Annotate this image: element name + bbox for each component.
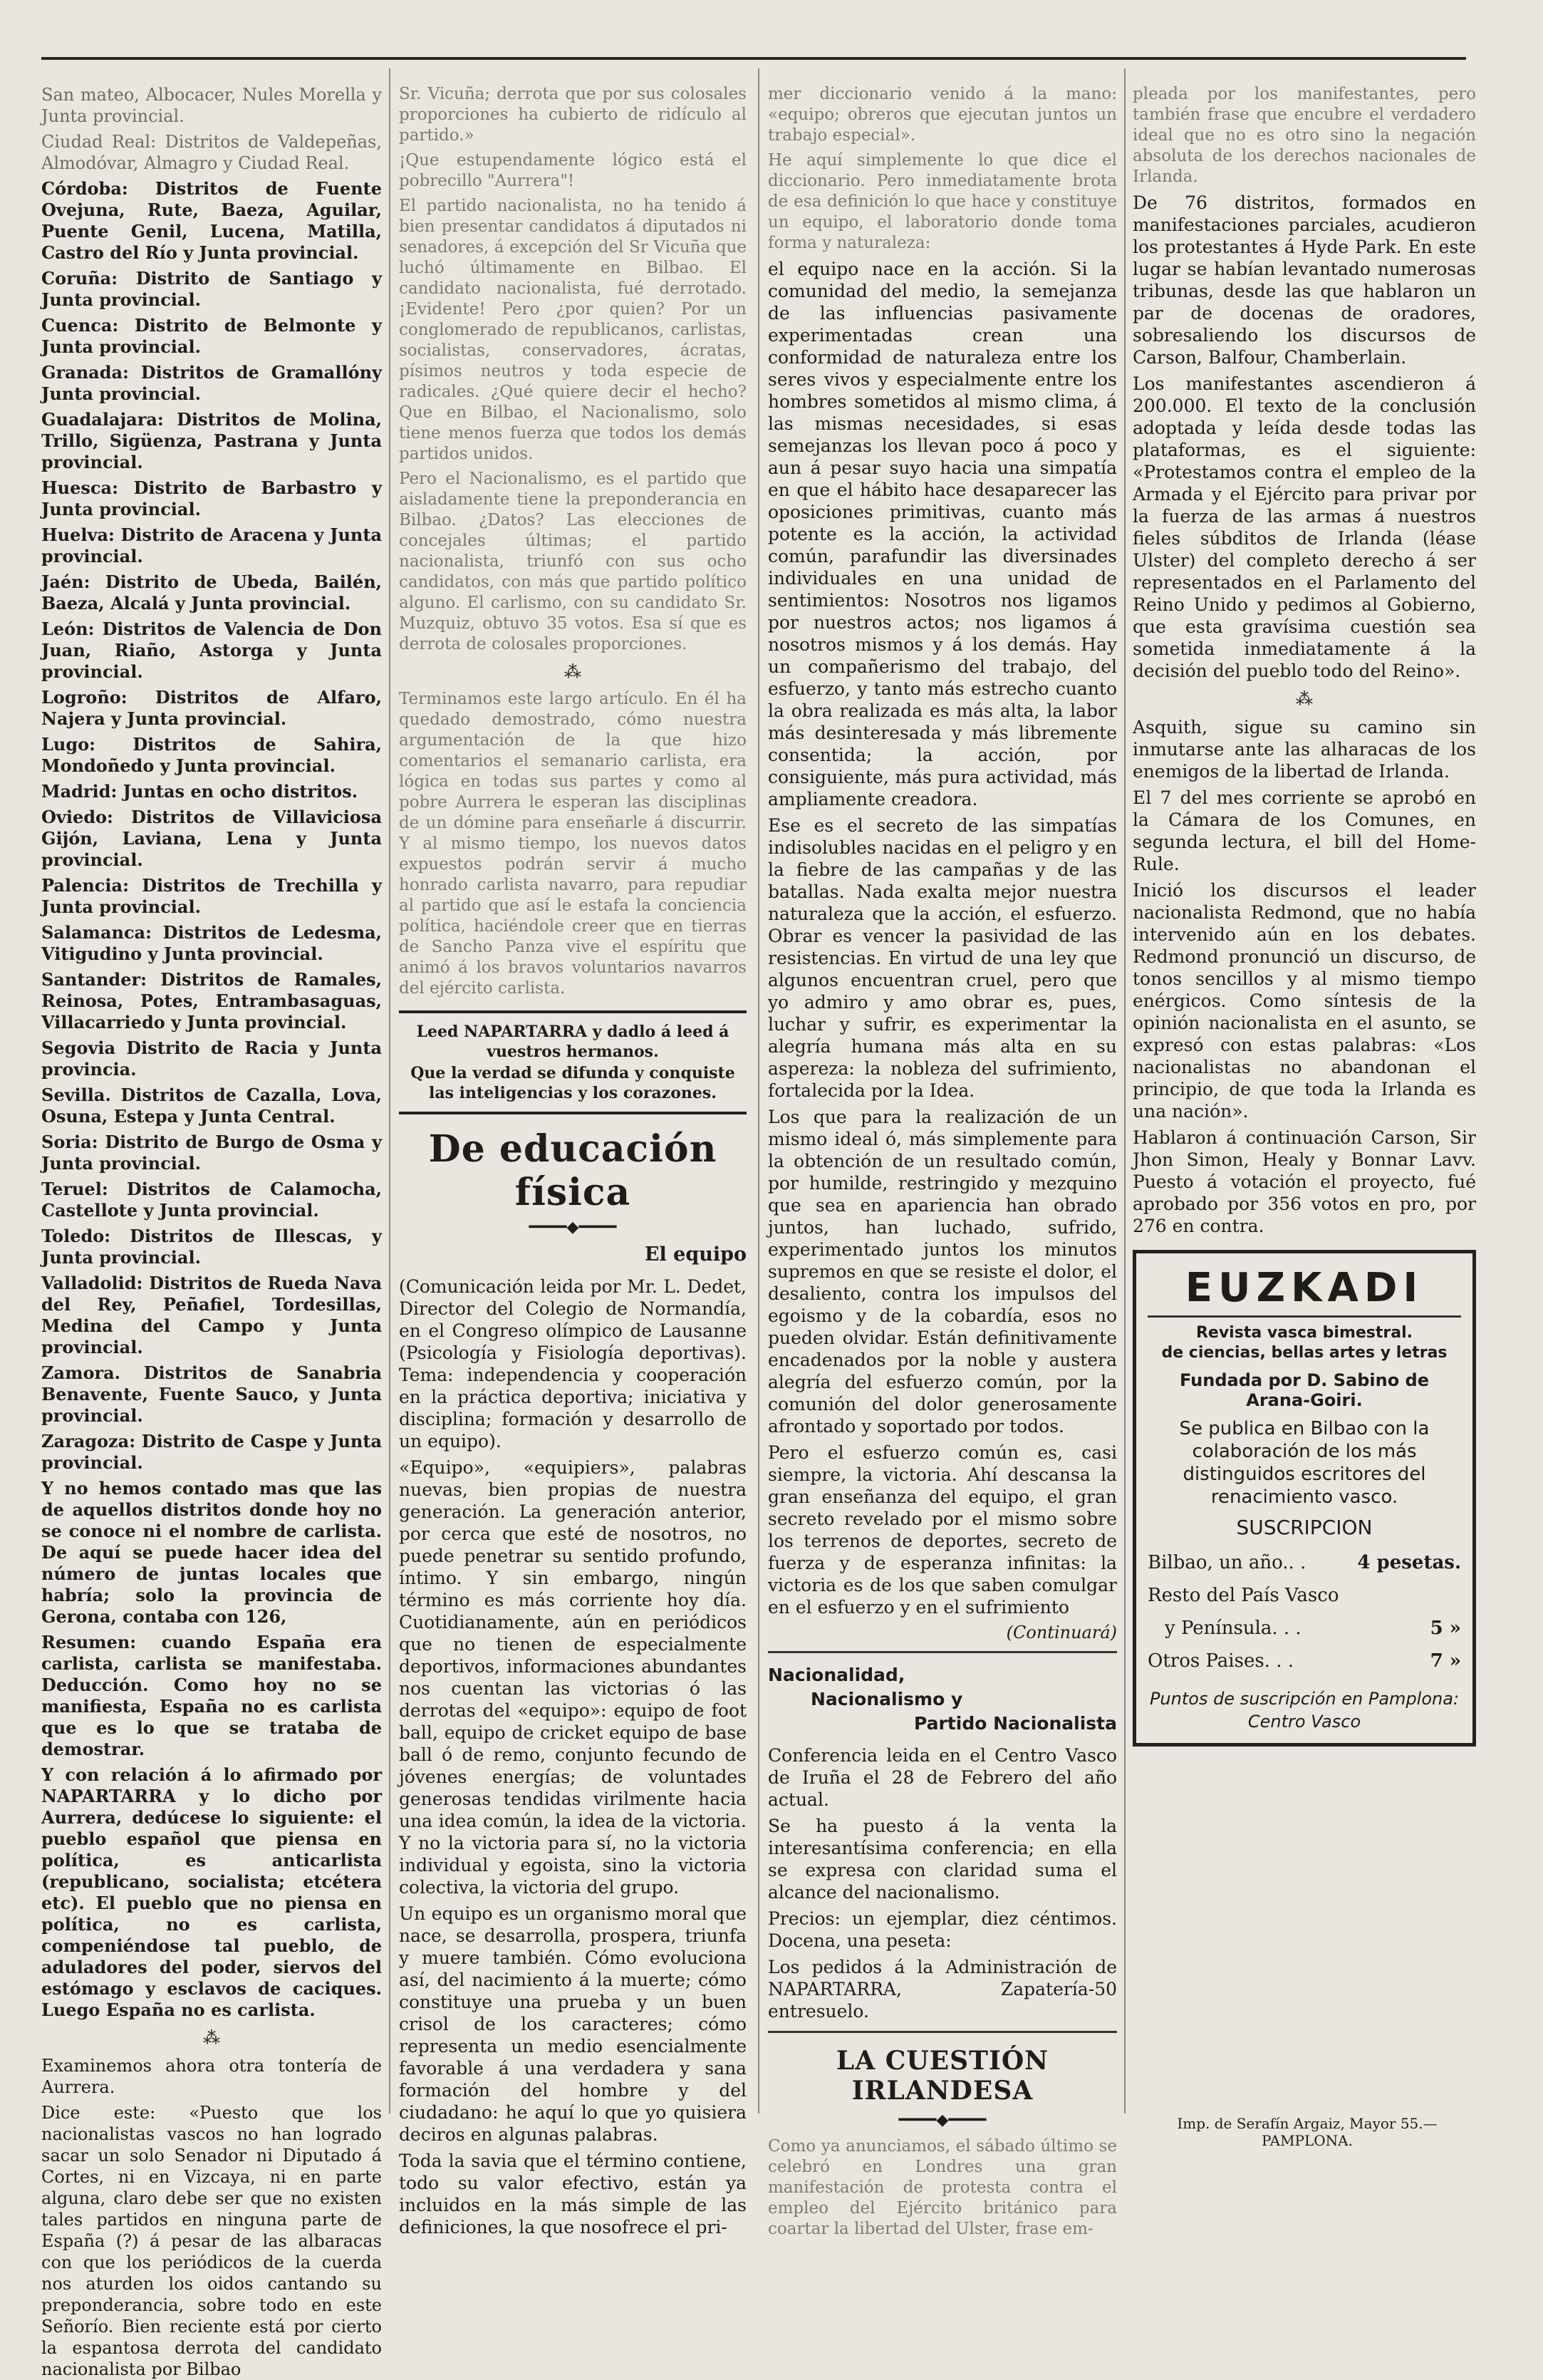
price-value: 7 » <box>1430 1650 1461 1672</box>
ad-title: EUZKADI <box>1148 1265 1461 1318</box>
notice-box <box>399 1010 747 1114</box>
paragraph: el equipo nace en la acción. Si la comunidad del medio, la semejanza de las influencias pasivamente experimentadas crean una conformidad de naturaleza entre los seres vivos y especialmente entre los hombres sometidos al mismo clima, á las mismas necesidades, si esas semejanzas los llevan poco á poco y aun á pesar suyo hacia una simpatía en que el hábito hace desaparecer las oposiciones primitivas, cuanto más potente es la acción, la actividad común, parafundir las diversinades individuales en una unidad de sentimientos: Nosotros nos ligamos por nuestros actos; nos ligamos á nosotros mismos y á los demás. Hay un compañerismo del trabajo, del esfuerzo, y tanto más estrecho cuanto la obra realizada es más alta, la labor más desinteresada y más libremente consentida; la acción, por consiguiente, más pura actividad, más ampliamente creadora. <box>768 259 1117 809</box>
district-line: Huelva: Distrito de Aracena y Junta provincial. <box>41 524 382 566</box>
paragraph: Como ya anunciamos, el sábado último se celebró en Londres una gran manifestación de protesta contra el empleo del Ejército británico para coartar la libertad del Ulster, frase em- <box>768 2137 1117 2238</box>
paragraph: Se ha puesto á la venta la interesantísima conferencia; en ella se expresa con claridad suma el alcance del nacionalismo. <box>768 1816 1117 1903</box>
section-rule <box>768 1651 1117 1653</box>
subscription-table <box>1148 1546 1461 1677</box>
paragraph: ¡Que estupendamente lógico está el pobrecillo "Aurrera"! <box>399 151 747 190</box>
paragraph: Hablaron á continuación Carson, Sir Jhon Simon, Healy y Bonnar Lavv. Puesto á votación el proyecto, fué aprobado por 356 votos en pro, por 276 en contra. <box>1133 1127 1476 1236</box>
paragraph: Toda la savia que el término contiene, todo su valor efectivo, están ya incluidos en la más simple de las definiciones, la que nosofrece el pri- <box>399 2151 747 2237</box>
district-line: Granada: Distritos de Gramallóny Junta provincial. <box>41 362 382 404</box>
asterism: ⁂ <box>203 2028 220 2048</box>
ad-founder: Fundada por D. Sabino de Arana-Goiri. <box>1179 1370 1429 1410</box>
district-line: Zamora. Distritos de Sanabria Benavente, Fuente Sauco, y Junta provincial. <box>41 1362 382 1426</box>
paragraph: Pero el Nacionalismo, es el partido que aisladamente tiene la preponderancia en Bilbao. ¿Datos? Las elecciones de concejales últimas; el partido nacionalista, triunfó con sus ocho candidatos, con más que partido político alguno. El carlismo, con su candidato Sr. Muzquiz, obtuvo 35 votos. Esa sí que es derrota de colosales proporciones. <box>399 470 747 653</box>
district-line: Salamanca: Distritos de Ledesma, Vitigudino y Junta provincial. <box>41 922 382 964</box>
district-line: Coruña: Distrito de Santiago y Junta provincial. <box>41 268 382 310</box>
column-3 <box>768 84 1117 2238</box>
table-row <box>1148 1579 1461 1612</box>
district-line: Palencia: Distritos de Trechilla y Junta provincial. <box>41 875 382 917</box>
price-label: Otros Paises. . . <box>1148 1650 1294 1672</box>
paragraph: El 7 del mes corriente se aprobó en la Cámara de los Comunes, en segunda lectura, el bill del Home-Rule. <box>1133 787 1476 874</box>
faded-article <box>399 84 747 999</box>
paragraph: Sr. Vicuña; derrota que por sus colosales proporciones ha cubierto de ridículo al partido.» <box>399 85 747 145</box>
paragraph: Precios: un ejemplar, diez céntimos. Docena, una peseta: <box>768 1908 1117 1951</box>
euzkadi-advertisement <box>1133 1250 1476 1747</box>
district-line: Toledo: Distritos de Illescas, y Junta provincial. <box>41 1226 382 1268</box>
heading-line: Partido Nacionalista <box>913 1713 1117 1734</box>
asterism: ⁂ <box>1296 689 1313 709</box>
paragraph: Y no hemos contado mas que las de aquellos distritos donde hoy no se conoce ni el nombre de carlista. De aquí se puede hacer idea del número de juntas locales que habría; solo la provincia de Gerona, contaba con 126, <box>41 1478 382 1627</box>
district-line: Huesca: Distrito de Barbastro y Junta provincial. <box>41 477 382 519</box>
paragraph: Inició los discursos el leader nacionalista Redmond, que no había intervenido aún en los debates. Redmond pronunció un discurso, de tonos sencillos y al mismo tiempo enérgicos. Como síntesis de la opinión nacionalista en el asunto, se expresó con estas palabras: «Los nacionalistas no abandonan el principio, de que toda la Irlanda es una nación». <box>1133 880 1476 1122</box>
paragraph: Conferencia leida en el Centro Vasco de Iruña el 28 de Febrero del año actual. <box>768 1745 1117 1810</box>
paragraph: De 76 distritos, formados en manifestaciones parciales, acudieron los protestantes á Hyde Park. En este lugar se habían levantado numerosas tribunas, desde las que hablaron un par de docenas de oradores, sobresaliendo los discursos de Carson, Balfour, Chamberlain. <box>1133 192 1476 368</box>
ad-description: Se publica en Bilbao con la colaboración de los más distinguidos escritores del renacimiento vasco. <box>1179 1418 1430 1508</box>
price-label: Resto del País Vasco <box>1148 1585 1339 1606</box>
district-line: Madrid: Juntas en ocho distritos. <box>41 781 358 802</box>
printer-imprint: Imp. de Serafín Argaiz, Mayor 55.—PAMPLONA. <box>1177 2115 1438 2149</box>
section-rule <box>768 2031 1117 2033</box>
district-line: Jaén: Distrito de Ubeda, Bailén, Baeza, Alcalá y Junta provincial. <box>41 571 382 614</box>
paragraph: Pero el esfuerzo común es, casi siempre, la victoria. Ahí descansa la gran enseñanza del equipo, el gran secreto revelado por el mismo sobre los terrenos de deportes, secreto de fuerza y de esperanza infinitas: la victoria es de los que saben comulgar en el esfuerzo y en el sufrimiento <box>768 1442 1117 1618</box>
price-label: y Península. . . <box>1165 1618 1302 1639</box>
district-line: Teruel: Distritos de Calamocha, Castellote y Junta provincial. <box>41 1179 382 1221</box>
paragraph: Ese es el secreto de las simpatías indisolubles nacidas en el peligro y en la fiebre de las campañas y de las batallas. Nada exalta mejor nuestra naturaleza que la acción, el esfuerzo. Obrar es vencer la pasividad de las resistencias. En virtud de una ley que algunos encuentran cruel, pero que yo admiro y amo obrar es, pues, luchar y sufrir, es experimentar la alegría humana más alta en su aspereza: la nobleza del sufrimiento, fortalecida por la Idea. <box>768 815 1117 1101</box>
faded-article <box>768 2136 1117 2240</box>
paragraph: «Equipo», «equipiers», palabras nuevas, bien propias de nuestra generación. La generación anterior, por cerca que esté de nosotros, no puede penetrar su sentido profundo, íntimo. Y sin embargo, ningún término es más corriente hoy día. Cuotidianamente, aún en periódicos que no tienen de especialmente deportivos, informaciones abundantes nos cuentan las victorias ó las derrotas del «equipo»: equipo de foot ball, equipo de cricket equipo de base ball ó de remo, conjunto fecundo de jóvenes energías; de voluntades generosas tendidas virilmente hacia una idea común, la idea de la victoria. Y no la victoria para sí, no la victoria individual y egoista, sino la victoria colectiva, la victoria del grupo. <box>399 1457 747 1898</box>
district-line: Guadalajara: Distritos de Molina, Trillo, Sigüenza, Pastrana y Junta provincial. <box>41 409 382 472</box>
ad-subscription-points: Puntos de suscripción en Pamplona: Centro Vasco <box>1149 1689 1460 1732</box>
table-row <box>1148 1645 1461 1677</box>
district-line: Cuenca: Distrito de Belmonte y Junta provincial. <box>41 315 382 357</box>
column-divider <box>758 68 759 2113</box>
paragraph: Terminamos este largo artículo. En él ha quedado demostrado, cómo nuestra argumentación de la que hizo comentarios el semanario carlista, era lógica en todas sus partes y como al pobre Aurrera le esperan las disciplinas de un dómine para enseñarle á discurrir. Y al mismo tiempo, los nuevos datos expuestos podrán servir á mucho honrado carlista navarro, para repudiar al partido que así le estafa la conciencia política, haciéndole creer que en tierras de Sancho Panza vive el espíritu que animó á los bravos voluntarios navarros del ejército carlista. <box>399 690 747 998</box>
price-value: 5 » <box>1430 1618 1461 1639</box>
district-line: Soria: Distrito de Burgo de Osma y Junta provincial. <box>41 1132 382 1174</box>
district-line: Ciudad Real: Distritos de Valdepeñas, Almodóvar, Almagro y Ciudad Real. <box>41 132 382 173</box>
district-line: Logroño: Distritos de Alfaro, Najera y Junta provincial. <box>41 687 382 729</box>
article-headline: De educación física <box>428 1127 717 1214</box>
top-page-rule <box>41 57 1466 60</box>
paragraph: Los pedidos á la Administración de NAPARTARRA, Zapatería-50 entresuelo. <box>768 1957 1117 2022</box>
ornament-divider: ━━━━◆━━━━ <box>898 2111 987 2129</box>
notice-line: Leed NAPARTARRA y dadlo á leed á vuestros hermanos. <box>416 1023 729 1061</box>
asterism: ⁂ <box>564 662 581 682</box>
district-list <box>41 84 382 1474</box>
district-line: Valladolid: Distritos de Rueda Nava del Rey, Peñafiel, Tordesillas, Medina del Campo y Junta provincial. <box>41 1273 382 1357</box>
notice-line: Que la verdad se difunda y conquiste las inteligencias y los corazones. <box>410 1064 735 1102</box>
paragraph: Un equipo es un organismo moral que nace, se desarrolla, prospera, triunfa y muere también. Cómo evoluciona así, del nacimiento á la muerte; cómo constituye una prueba y un buen crisol de los caracteres; cómo representa un medio esencialmente favorable á una verdadera y sana formación del hombre y del ciudadano: he aquí lo que yo quisiera deciros en algunas palabras. <box>399 1903 747 2145</box>
faded-article <box>768 84 1117 254</box>
district-line: Lugo: Distritos de Sahira, Mondoñedo y Junta provincial. <box>41 734 382 776</box>
paragraph: Asquith, sigue su camino sin inmutarse ante las alharacas de los enemigos de la libertad de Irlanda. <box>1133 717 1476 782</box>
paragraph: (Comunicación leida por Mr. L. Dedet, Director del Colegio de Normandía, en el Congreso olímpico de Lausanne (Psicología y Fisiología deportivas). Tema: independencia y cooperación en la práctica deportiva; iniciativa y disciplina; formación y desarrollo de un equipo). <box>399 1276 747 1452</box>
paragraph: Dice este: «Puesto que los nacionalistas vascos no han logrado sacar un solo Senador ni Diputado á Cortes, ni en Vizcaya, ni en parte alguna, claro debe ser que no existen tales partidos en ninguna parte de España (?) á pesar de las albaracas con que los periódicos de la cuerda nos aturden los oidos cantando su preponderancia, sobre todo en este Señorío. Bien reciente está por cierto la espantosa derrota del candidato nacionalista por Bilbao <box>41 2103 382 2379</box>
district-line: León: Distritos de Valencia de Don Juan, Riaño, Astorga y Junta provincial. <box>41 619 382 682</box>
paragraph: Resumen: cuando España era carlista, carlista se manifestaba. Deducción. Como hoy no se manifiesta, España no es carlista que es lo que se trataba de demostrar. <box>41 1632 382 1759</box>
price-value <box>1351 1579 1461 1612</box>
district-line: Santander: Distritos de Ramales, Reinosa, Potes, Entrambasaguas, Villacarriedo y Junta provincial. <box>41 969 382 1033</box>
table-row <box>1148 1612 1461 1645</box>
column-divider <box>1124 68 1126 2113</box>
faded-article <box>1133 84 1476 187</box>
paragraph: Y con relación á lo afirmado por NAPARTARRA y lo dicho por Aurrera, dedúcese lo siguiente: el pueblo español que piensa en política, es anticarlista (republicano, socialista; etcétera etc). El pueblo que no piensa en política, no es carlista, compeniéndose tal pueblo, de aduladores del poder, siervos del estómago y esclavos de caciques. Luego España no es carlista. <box>41 1764 382 2020</box>
paragraph: Los manifestantes ascendieron á 200.000. El texto de la conclusión adoptada y leída desde todas las plataformas, es el siguiente: «Protestamos contra el empleo de la Armada y el Ejército para privar por la fuerza de las armas á nuestros fieles súbditos de Irlanda (léase Ulster) del completo derecho á ser representados en el Parlamento del Reino Unido y pedimos al Gobierno, que esta gravísima cuestión sea sometida inmediatamente á la decisión del pueblo todo del Reino». <box>1133 373 1476 681</box>
district-line: Sevilla. Distritos de Cazalla, Lova, Osuna, Estepa y Junta Central. <box>41 1085 382 1127</box>
column-2 <box>399 84 747 2237</box>
paragraph: El partido nacionalista, no ha tenido á bien presentar candidatos á diputados ni senadores, á excepción del Sr Vicuña que luchó últimamente en Bilbao. El candidato nacionalista, fué derrotado. ¡Evidente! Pero ¿por quien? Por un conglomerado de republicanos, carlistas, socialistas, conservadores, ácratas, písimos neutros y toda especie de radicales. ¿Qué quiere decir el hecho? Que en Bilbao, el Nacionalismo, solo tiene menos fuerza que todos los demás partidos unidos. <box>399 197 747 463</box>
ad-subtitle: Revista vasca bimestral. <box>1195 1324 1413 1342</box>
district-line: Córdoba: Distritos de Fuente Ovejuna, Rute, Baeza, Aguilar, Puente Genil, Lucena, Matilla, Castro del Río y Junta provincial. <box>41 178 382 263</box>
district-line: Oviedo: Distritos de Villaviciosa Gijón, Laviana, Lena y Junta provincial. <box>41 807 382 870</box>
paragraph: Los que para la realización de un mismo ideal ó, más simplemente para la obtención de un resultado común, por humilde, restringido y mezquino que sea en apariencia han obrado juntos, han luchado, sufrido, experimentado juntos los minutos supremos en que se resiste el dolor, el desaliento, contra los impulsos del egoismo y de la cobardía, esos no pueden olvidar. Están definitivamente encadenados por la noble y austera alegría del esfuerzo común, por la comunión del dolor generosamente afrontado y soportado por todos. <box>768 1107 1117 1437</box>
heading-line: Nacionalismo y <box>811 1689 963 1709</box>
paragraph: He aquí simplemente lo que dice el diccionario. Pero inmediatamente brota de esa definición lo que hace y constituye un equipo, el laboratorio donde toma forma y naturaleza: <box>768 151 1117 252</box>
ad-subtitle: de ciencias, bellas artes y letras <box>1161 1344 1448 1362</box>
column-divider <box>389 68 390 2113</box>
section-heading <box>768 1663 1117 1736</box>
paragraph: pleada por los manifestantes, pero también frase que encubre el verdadero ideal que no es otro sino la negación absoluta de los derechos nacionales de Irlanda. <box>1133 85 1476 186</box>
paragraph: mer diccionario venido á la mano: «equipo; obreros que ejecutan juntos un trabajo especial». <box>768 85 1117 145</box>
column-1 <box>41 84 382 2379</box>
table-row <box>1148 1546 1461 1579</box>
ad-subscription-title: SUSCRIPCION <box>1236 1516 1373 1539</box>
continued-note: (Continuará) <box>1006 1623 1117 1642</box>
column-4 <box>1133 84 1476 2136</box>
district-line: Segovia Distrito de Racia y Junta provincia. <box>41 1038 382 1080</box>
heading-line: Nacionalidad, <box>768 1665 905 1685</box>
article-headline: LA CUESTIÓN IRLANDESA <box>836 2046 1049 2106</box>
ornament-divider: ━━━━◆━━━━ <box>529 1219 617 1236</box>
district-line: Zaragoza: Distrito de Caspe y Junta provincial. <box>41 1431 382 1473</box>
price-value: 4 pesetas. <box>1357 1552 1461 1573</box>
price-label: Bilbao, un año.. . <box>1148 1552 1306 1573</box>
paragraph: Examinemos ahora otra tontería de Aurrera. <box>41 2056 382 2097</box>
district-line: San mateo, Albocacer, Nules Morella y Junta provincial. <box>41 85 382 126</box>
article-subhead: El equipo <box>644 1243 747 1266</box>
